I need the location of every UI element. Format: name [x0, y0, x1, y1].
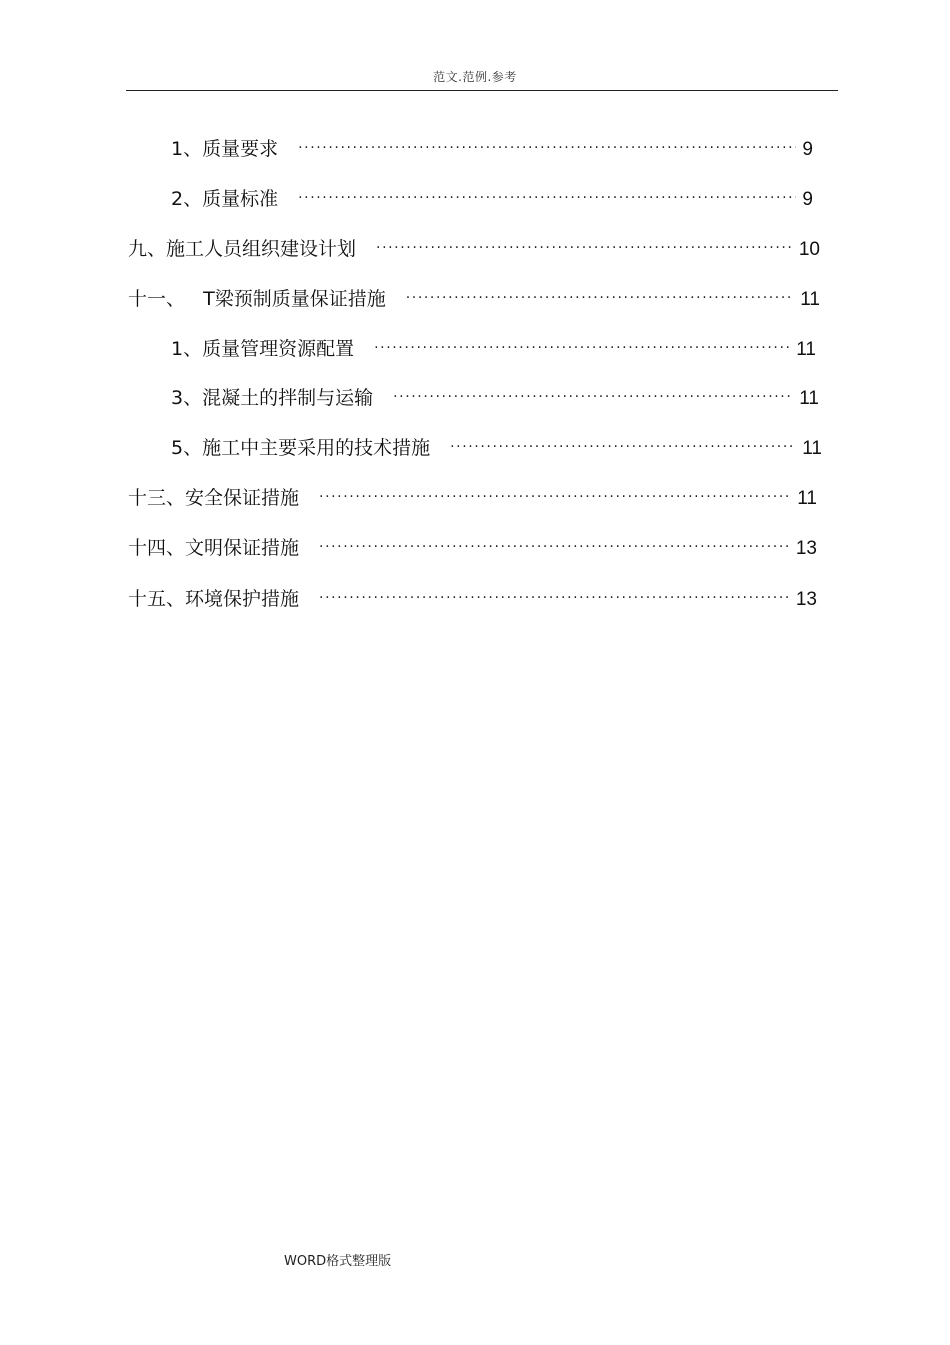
- toc-dot-leader: [319, 579, 790, 605]
- toc-entry-page: 11: [797, 488, 817, 509]
- toc-entry[interactable]: [128, 229, 820, 260]
- toc-entry-title: 1、质量管理资源配置: [171, 338, 355, 360]
- toc-entry[interactable]: [171, 428, 822, 459]
- toc-dot-leader: [406, 279, 795, 305]
- toc-entry-page: 11: [799, 388, 819, 409]
- toc-entry-page: 13: [795, 589, 817, 610]
- toc-dot-leader: [319, 528, 790, 554]
- toc-entry[interactable]: [171, 179, 813, 210]
- toc-entry[interactable]: [128, 478, 817, 509]
- toc-dot-leader: [298, 129, 796, 155]
- toc-entry-title: 十五、环境保护措施: [128, 588, 300, 610]
- toc-entry[interactable]: [171, 329, 816, 360]
- page-header: 范文.范例.参考: [433, 70, 517, 84]
- toc-entry[interactable]: [128, 279, 820, 310]
- toc-entry-page: 11: [802, 438, 822, 459]
- toc-dot-leader: [376, 229, 793, 255]
- toc-entry[interactable]: [128, 579, 817, 610]
- toc-entry-title: 九、施工人员组织建设计划: [128, 238, 357, 260]
- toc-entry-page: 11: [800, 289, 820, 310]
- toc-dot-leader: [374, 329, 790, 355]
- toc-dot-leader: [319, 478, 791, 504]
- toc-entry-page: 9: [802, 189, 813, 210]
- toc-dot-leader: [393, 378, 793, 404]
- header-rule: [126, 90, 838, 91]
- toc-entry-title: 十四、文明保证措施: [128, 537, 300, 559]
- toc-entry-page: 9: [802, 139, 813, 160]
- toc-entry-page: 10: [798, 239, 820, 260]
- toc-entry[interactable]: [128, 528, 817, 559]
- toc-entry-title: 2、质量标准: [171, 188, 279, 210]
- toc-entry-title: 1、质量要求: [171, 138, 279, 160]
- toc-dot-leader: [298, 179, 796, 205]
- toc-entry[interactable]: [171, 129, 813, 160]
- toc-entry[interactable]: [171, 378, 819, 409]
- toc-entry-page: 11: [796, 339, 816, 360]
- page-footer: WORD格式整理版: [284, 1254, 392, 1269]
- toc-entry-title: 3、混凝土的拌制与运输: [171, 387, 374, 409]
- toc-dot-leader: [450, 428, 796, 454]
- toc-entry-page: 13: [795, 538, 817, 559]
- toc-entry-title: 5、施工中主要采用的技术措施: [171, 437, 431, 459]
- toc-entry-title: 十一、 T梁预制质量保证措施: [128, 288, 386, 310]
- toc-entry-title: 十三、安全保证措施: [128, 487, 300, 509]
